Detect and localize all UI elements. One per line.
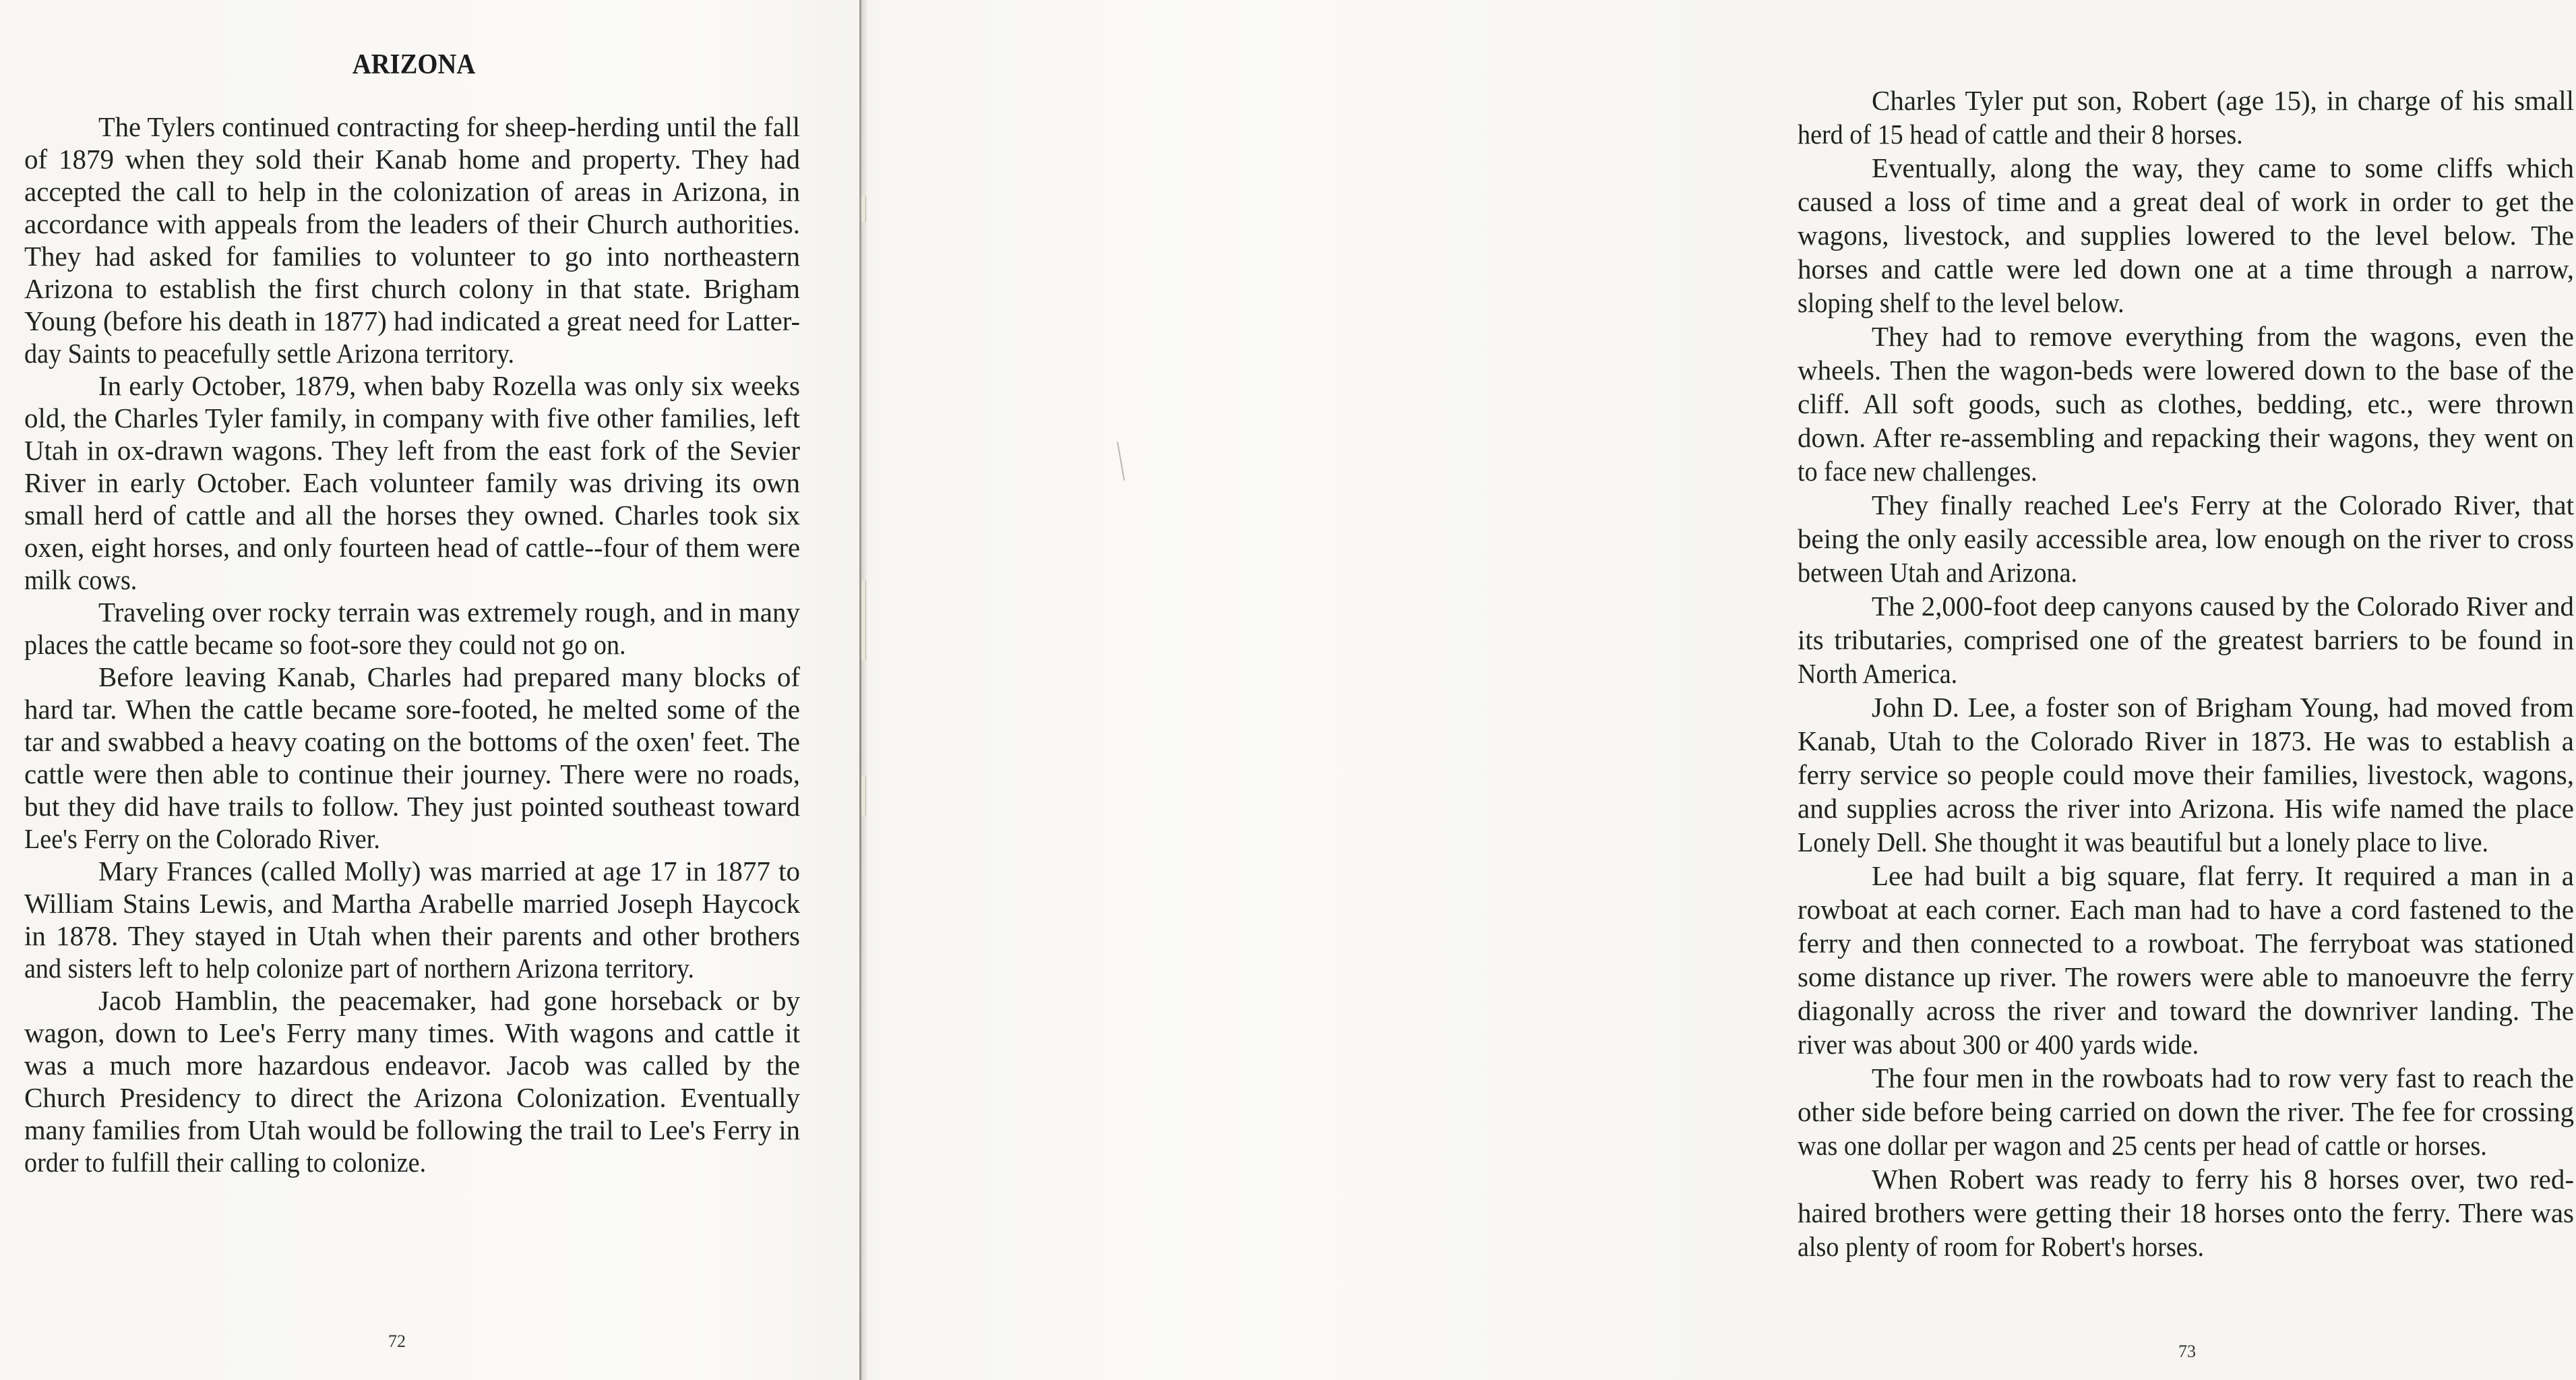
paragraph [1798, 320, 2574, 488]
text-line-content: The 2,000-foot deep canyons caused by the Colorado River and [1872, 591, 2574, 622]
text-line [24, 822, 800, 855]
text-line [24, 369, 800, 402]
text-line [24, 1146, 800, 1178]
paragraph [24, 984, 800, 1178]
text-line-content: down. After re-assembling and repacking their wagons, they went on [1798, 422, 2574, 453]
text-line [1798, 1061, 2574, 1095]
text-line [24, 499, 800, 531]
text-line [24, 628, 800, 661]
text-line-content: wagon, down to Lee's Ferry many times. With wagons and cattle it [24, 1017, 800, 1048]
text-line-content: Lonely Dell. She thought it was beautiful but a lonely place to live. [1798, 827, 2489, 858]
text-line [1798, 84, 2574, 117]
paragraph [1798, 1061, 2574, 1162]
text-line [1798, 657, 2574, 690]
text-line [1798, 522, 2574, 556]
text-line [1798, 1027, 2574, 1061]
text-line-content: When Robert was ready to ferry his 8 horses over, two red- [1872, 1164, 2574, 1195]
text-line [24, 920, 800, 952]
text-line-content: Jacob Hamblin, the peacemaker, had gone horseback or by [98, 985, 800, 1016]
text-line [1798, 623, 2574, 657]
text-line-content: tar and swabbed a heavy coating on the bottoms of the oxen' feet. The [24, 726, 800, 757]
text-line [24, 725, 800, 758]
text-line-content: wheels. Then the wagon-beds were lowered down to the base of the [1798, 355, 2574, 386]
text-line-content: They had asked for families to volunteer to go into northeastern [24, 241, 800, 272]
paragraph [1798, 690, 2574, 859]
left-page [0, 0, 861, 1380]
text-line-content: caused a loss of time and a great deal of work in order to get the [1798, 186, 2574, 217]
text-line-content: river was about 300 or 400 yards wide. [1798, 1029, 2199, 1060]
text-line [1798, 994, 2574, 1027]
text-line-content: oxen, eight horses, and only fourteen head of cattle--four of them were [24, 532, 801, 563]
page-number-left: 72 [388, 1331, 406, 1351]
text-line-content: Kanab, Utah to the Colorado River in 1873. He was to establish a [1798, 725, 2574, 756]
text-line-content: also plenty of room for Robert's horses. [1798, 1231, 2205, 1262]
text-line [1798, 454, 2574, 488]
text-line [1798, 421, 2574, 454]
text-line [1798, 218, 2574, 252]
text-line [1798, 791, 2574, 825]
text-line [24, 564, 800, 596]
text-line [1798, 893, 2574, 926]
text-line-content: William Stains Lewis, and Martha Arabelle married Joseph Haycock [24, 888, 800, 919]
text-line [1798, 286, 2574, 320]
text-line [1798, 859, 2574, 893]
text-line-content: being the only easily accessible area, low enough on the river to cross [1798, 523, 2574, 554]
text-line-content: Arizona to establish the first church colony in that state. Brigham [24, 273, 800, 304]
text-line [1798, 556, 2574, 589]
text-line [1798, 690, 2574, 724]
text-line-content: wagons, livestock, and supplies lowered to the level below. The [1798, 220, 2574, 251]
text-line [24, 111, 800, 143]
text-line [1798, 488, 2574, 522]
text-line-content: places the cattle became so foot-sore they could not go on. [24, 629, 626, 660]
paragraph [24, 661, 800, 855]
text-line [24, 952, 800, 984]
text-line [1798, 387, 2574, 421]
text-line [24, 240, 800, 272]
text-line-content: Before leaving Kanab, Charles had prepared many blocks of [98, 661, 800, 692]
text-line-content: many families from Utah would be following the trail to Lee's Ferry in [24, 1114, 800, 1145]
text-line-content: other side before being carried on down the river. The fee for crossing [1798, 1096, 2574, 1127]
text-line [1798, 1230, 2574, 1263]
text-line [1798, 1162, 2574, 1196]
text-line [24, 661, 800, 693]
text-line-content: ferry service so people could move their families, livestock, wagons, [1798, 759, 2574, 790]
text-line-content: small herd of cattle and all the horses they owned. Charles took six [24, 500, 800, 531]
text-line-content: some distance up river. The rowers were able to manoeuvre the ferry [1798, 961, 2574, 992]
text-line-content: They finally reached Lee's Ferry at the Colorado River, that [1872, 489, 2574, 520]
text-line-content: Young (before his death in 1877) had indicated a great need for Latter- [24, 305, 801, 336]
text-line [24, 887, 800, 920]
text-line [1798, 117, 2574, 151]
text-line-content: The four men in the rowboats had to row very fast to reach the [1872, 1062, 2574, 1093]
text-line [1798, 151, 2574, 185]
paragraph [1798, 589, 2574, 690]
text-line [24, 337, 800, 369]
text-line-content: North America. [1798, 658, 1958, 689]
paragraph [1798, 84, 2574, 151]
text-line-content: The Tylers continued contracting for sheep-herding until the fall [98, 111, 801, 142]
text-line-content: order to fulfill their calling to colonize. [24, 1147, 427, 1178]
text-line-content: but they did have trails to follow. They just pointed southeast toward [24, 791, 800, 822]
text-line [1798, 758, 2574, 791]
text-line-content: accordance with appeals from the leaders of their Church authorities. [24, 208, 800, 239]
text-line-content: Lee's Ferry on the Colorado River. [24, 823, 380, 854]
text-line [24, 790, 800, 822]
text-line-content: Mary Frances (called Molly) was married at age 17 in 1877 to [98, 856, 800, 887]
text-line-content: cattle were then able to continue their journey. There were no roads, [24, 758, 800, 789]
text-line-content: River in early October. Each volunteer family was driving its own [24, 467, 800, 498]
text-line [24, 531, 800, 564]
text-line-content: diagonally across the river and toward the downriver landing. The [1798, 995, 2574, 1026]
text-line-content: hard tar. When the cattle became sore-footed, he melted some of the [24, 694, 800, 725]
text-line [1798, 589, 2574, 623]
text-line-content: accepted the call to help in the colonization of areas in Arizona, in [24, 176, 800, 207]
right-page [862, 0, 2574, 1380]
text-line-content: day Saints to peacefully settle Arizona territory. [24, 338, 515, 369]
text-line-content: herd of 15 head of cattle and their 8 horses. [1798, 119, 2243, 150]
text-line [24, 984, 800, 1017]
text-line-content: was one dollar per wagon and 25 cents per head of cattle or horses. [1798, 1130, 2487, 1161]
paragraph [24, 369, 800, 596]
text-line [24, 305, 800, 337]
text-line-content: ferry and then connected to a rowboat. The ferryboat was stationed [1798, 928, 2574, 959]
text-line-content: Charles Tyler put son, Robert (age 15), in charge of his small [1872, 85, 2574, 116]
text-line-content: John D. Lee, a foster son of Brigham Young, had moved from [1872, 692, 2574, 723]
paragraph [1798, 1162, 2574, 1263]
text-line [1798, 185, 2574, 218]
text-line [24, 1017, 800, 1049]
text-line-content: rowboat at each corner. Each man had to have a cord fastened to the [1798, 894, 2574, 925]
text-line [1798, 353, 2574, 387]
text-line [1798, 960, 2574, 994]
text-line [24, 402, 800, 434]
paragraph [24, 596, 800, 661]
text-line-content: was a much more hazardous endeavor. Jacob was called by the [24, 1050, 800, 1081]
text-line [1798, 320, 2574, 353]
text-line-content: In early October, 1879, when baby Rozella was only six weeks [98, 370, 800, 401]
text-line [24, 143, 800, 175]
text-line-content: milk cows. [24, 564, 137, 595]
text-line [24, 693, 800, 725]
text-line [24, 467, 800, 499]
text-line [1798, 1095, 2574, 1129]
right-page-text [1798, 84, 2574, 1263]
text-line [24, 208, 800, 240]
text-line-content: horses and cattle were led down one at a time through a narrow, [1798, 253, 2574, 284]
text-line [1798, 1129, 2574, 1162]
text-line [1798, 926, 2574, 960]
text-line-content: between Utah and Arizona. [1798, 557, 2078, 588]
paragraph [1798, 151, 2574, 320]
text-line [24, 175, 800, 208]
text-line-content: its tributaries, comprised one of the greatest barriers to be found in [1798, 624, 2574, 655]
text-line [24, 1114, 800, 1146]
text-line-content: sloping shelf to the level below. [1798, 287, 2124, 318]
text-line [24, 758, 800, 790]
text-line-content: They had to remove everything from the wagons, even the [1872, 321, 2574, 352]
text-line [24, 855, 800, 887]
paragraph [1798, 488, 2574, 589]
text-line-content: Lee had built a big square, flat ferry. It required a man in a [1872, 860, 2574, 891]
text-line [1798, 1196, 2574, 1230]
text-line-content: old, the Charles Tyler family, in company with five other families, left [24, 402, 800, 433]
text-line-content: in 1878. They stayed in Utah when their parents and other brothers [24, 920, 800, 951]
text-line-content: Eventually, along the way, they came to some cliffs which [1872, 152, 2574, 183]
text-line [1798, 724, 2574, 758]
text-line [24, 434, 800, 467]
paragraph [1798, 859, 2574, 1061]
text-line-content: haired brothers were getting their 18 horses onto the ferry. There was [1798, 1197, 2574, 1228]
text-line-content: and sisters left to help colonize part of northern Arizona territory. [24, 953, 694, 984]
text-line [1798, 252, 2574, 286]
paragraph [24, 111, 800, 369]
text-line-content: Traveling over rocky terrain was extremely rough, and in many [98, 597, 800, 628]
text-line-content: cliff. All soft goods, such as clothes, bedding, etc., were thrown [1798, 388, 2574, 419]
text-line [24, 1081, 800, 1114]
text-line-content: and supplies across the river into Arizona. His wife named the place [1798, 793, 2574, 824]
text-line [24, 272, 800, 305]
paragraph [24, 855, 800, 984]
text-line [1798, 825, 2574, 859]
page-number-right: 73 [2178, 1342, 2196, 1361]
text-line-content: to face new challenges. [1798, 456, 2037, 487]
text-line-content: Church Presidency to direct the Arizona Colonization. Eventually [24, 1082, 800, 1113]
left-page-text [24, 111, 800, 1178]
chapter-title: ARIZONA [352, 49, 476, 80]
text-line [24, 596, 800, 628]
text-line [24, 1049, 800, 1081]
text-line-content: Utah in ox-drawn wagons. They left from the east fork of the Sevier [24, 435, 800, 466]
text-line-content: of 1879 when they sold their Kanab home and property. They had [24, 144, 800, 175]
